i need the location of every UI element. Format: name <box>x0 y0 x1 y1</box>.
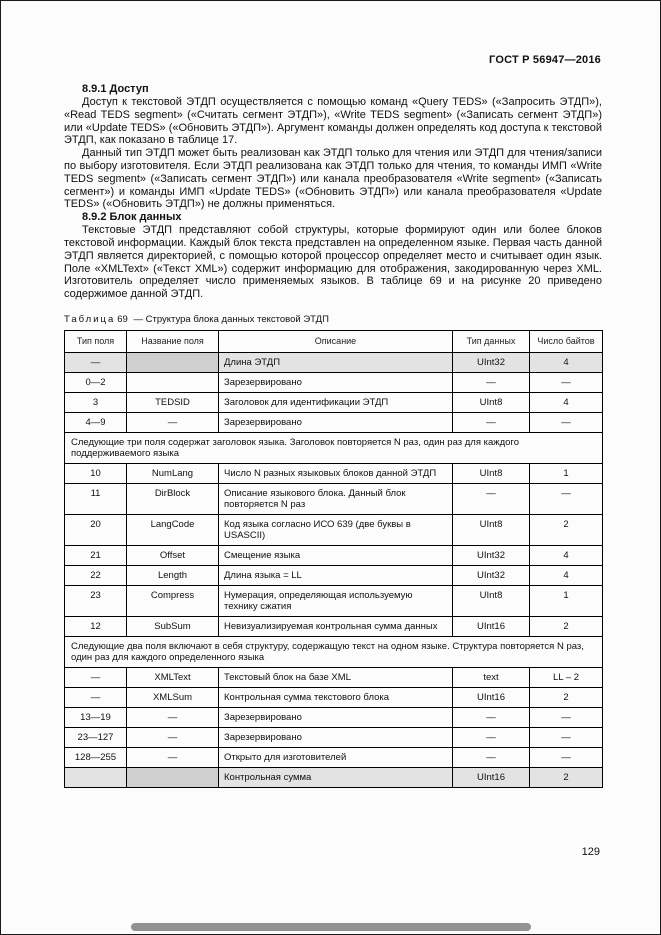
table-cell: NumLang <box>127 463 219 483</box>
table-cell: Нумерация, определяющая используемую технику сжатия <box>219 585 453 616</box>
table-cell <box>127 767 219 787</box>
page-number: 129 <box>581 846 600 858</box>
table-cell: — <box>127 747 219 767</box>
table-row <box>65 545 603 565</box>
table-cell: — <box>453 707 530 727</box>
table-cell: Зарезервировано <box>219 372 453 392</box>
table-cell: — <box>453 412 530 432</box>
table-row <box>65 687 603 707</box>
table-cell: — <box>127 707 219 727</box>
table-row <box>65 352 603 372</box>
table-cell: 22 <box>65 565 127 585</box>
table-cell: — <box>530 747 603 767</box>
table-cell: 2 <box>530 616 603 636</box>
table-cell: TEDSID <box>127 392 219 412</box>
table-cell: DirBlock <box>127 483 219 514</box>
scan-edge-artifact <box>131 923 531 931</box>
table-cell: 2 <box>530 514 603 545</box>
table-cell: Код языка согласно ИСО 639 (две буквы в USASCII) <box>219 514 453 545</box>
table-cell: Число N разных языковых блоков данной ЭТДП <box>219 463 453 483</box>
table-caption-title: — Структура блока данных текстовой ЭТДП <box>133 313 329 325</box>
table-cell: UInt32 <box>453 545 530 565</box>
table-cell: UInt8 <box>453 463 530 483</box>
column-header: Тип поля <box>65 330 127 352</box>
table-cell: 4 <box>530 392 603 412</box>
table-row <box>65 747 603 767</box>
table-row <box>65 667 603 687</box>
table-cell: — <box>65 687 127 707</box>
teds-table-body <box>65 352 603 787</box>
table-cell: Невизуализируемая контрольная сумма данных <box>219 616 453 636</box>
table-cell: 13—19 <box>65 707 127 727</box>
table-row <box>65 392 603 412</box>
table-cell: — <box>127 727 219 747</box>
table-cell: 4 <box>530 565 603 585</box>
table-cell: — <box>65 352 127 372</box>
table-cell: text <box>453 667 530 687</box>
table-row <box>65 483 603 514</box>
section-heading-access: 8.9.1 Доступ <box>82 83 149 95</box>
running-header-doc-code: ГОСТ Р 56947—2016 <box>489 54 601 66</box>
table-cell: Описание языкового блока. Данный блок повторяется N раз <box>219 483 453 514</box>
table-row <box>65 727 603 747</box>
table-cell: 128—255 <box>65 747 127 767</box>
table-cell: UInt16 <box>453 616 530 636</box>
table-cell: Смещение языка <box>219 545 453 565</box>
table-cell: — <box>530 483 603 514</box>
table-cell: UInt8 <box>453 585 530 616</box>
paragraph-data-block-1: Текстовые ЭТДП представляют собой структуры, которые формируют один или более блоков текстовой информации. Каждый блок текста представлен на определенном языке. Первая часть данной ЭТДП является директорией, с помощью которой процессор определяет место и считывает один язык. Поле «XMLText» («Текст XML») содержит информацию для отображения, закодированную через XML. Изготовитель определяет число применяемых языков. В таблице 69 и на рисунке 20 приведено содержимое данной ЭТДП. <box>64 224 602 301</box>
table-cell: XMLSum <box>127 687 219 707</box>
table-row <box>65 616 603 636</box>
table-cell: 10 <box>65 463 127 483</box>
table-cell: 23 <box>65 585 127 616</box>
table-row <box>65 565 603 585</box>
page-content <box>64 83 602 788</box>
table-cell: 0—2 <box>65 372 127 392</box>
table-caption <box>64 314 602 325</box>
table-cell: 11 <box>65 483 127 514</box>
table-row <box>65 463 603 483</box>
table-cell <box>127 372 219 392</box>
table-section-note: Следующие три поля содержат заголовок языка. Заголовок повторяется N раз, один раз для каждого поддерживаемого языка <box>65 432 603 463</box>
table-cell: — <box>530 372 603 392</box>
table-cell: 21 <box>65 545 127 565</box>
table-cell: — <box>453 372 530 392</box>
column-header: Тип данных <box>453 330 530 352</box>
table-cell: Длина ЭТДП <box>219 352 453 372</box>
table-cell: 2 <box>530 687 603 707</box>
table-cell: Открыто для изготовителей <box>219 747 453 767</box>
table-cell: Текстовый блок на базе XML <box>219 667 453 687</box>
table-cell: — <box>530 707 603 727</box>
table-cell: 20 <box>65 514 127 545</box>
table-cell: Заголовок для идентификации ЭТДП <box>219 392 453 412</box>
paragraph-access-1: Доступ к текстовой ЭТДП осуществляется с помощью команд «Query TEDS» («Запросить ЭТДП»), «Read TEDS segment» («Считать сегмент ЭТДП»), «Write TEDS segment» («Записать сегмент ЭТДП») или «Update TEDS» («Обновить ЭТДП»). Аргумент команды должен определять код доступа к текстовой ЭТДП, как показано в таблице 17. <box>64 96 602 147</box>
table-cell: 2 <box>530 767 603 787</box>
table-cell: Длина языка = LL <box>219 565 453 585</box>
table-cell: Зарезервировано <box>219 727 453 747</box>
table-section-row <box>65 432 603 463</box>
column-header: Число байтов <box>530 330 603 352</box>
table-row <box>65 412 603 432</box>
table-cell: UInt32 <box>453 565 530 585</box>
table-cell: 12 <box>65 616 127 636</box>
table-cell: — <box>453 727 530 747</box>
table-cell: UInt8 <box>453 392 530 412</box>
column-header: Название поля <box>127 330 219 352</box>
table-cell: — <box>127 412 219 432</box>
table-cell: Контрольная сумма <box>219 767 453 787</box>
table-section-row <box>65 636 603 667</box>
table-cell: Зарезервировано <box>219 707 453 727</box>
table-row <box>65 514 603 545</box>
table-cell: UInt16 <box>453 687 530 707</box>
table-cell: — <box>453 747 530 767</box>
table-cell: Offset <box>127 545 219 565</box>
table-cell: 3 <box>65 392 127 412</box>
table-row <box>65 767 603 787</box>
table-cell: 4 <box>530 545 603 565</box>
table-cell: UInt32 <box>453 352 530 372</box>
table-cell <box>65 767 127 787</box>
table-cell: LL – 2 <box>530 667 603 687</box>
paragraph-access-2: Данный тип ЭТДП может быть реализован как ЭТДП только для чтения или ЭТДП для чтения/записи по выбору изготовителя. Если ЭТДП реализована как ЭТДП только для чтения, то команды ИМП «Write TEDS segment» («Записать сегмент ЭТДП») или канала преобразователя «Write segment» («Записать сегмент») и команды ИМП «Update TEDS» («Обновить ЭТДП») или канала преобразователя «Update TEDS» («Обновить ЭТДП») не должны применяться. <box>64 147 602 211</box>
table-caption-word: Таблица <box>64 313 116 325</box>
section-heading-data-block: 8.9.2 Блок данных <box>82 211 182 224</box>
table-cell: 1 <box>530 585 603 616</box>
table-cell: SubSum <box>127 616 219 636</box>
table-cell <box>127 352 219 372</box>
table-cell: — <box>530 727 603 747</box>
table-section-note: Следующие два поля включают в себя структуру, содержащую текст на одном языке. Структура повторяется N раз, один раз для каждого определенного языка <box>65 636 603 667</box>
table-cell: Контрольная сумма текстового блока <box>219 687 453 707</box>
teds-table <box>64 330 603 788</box>
table-cell: UInt16 <box>453 767 530 787</box>
table-cell: — <box>530 412 603 432</box>
table-cell: Compress <box>127 585 219 616</box>
table-cell: Зарезервировано <box>219 412 453 432</box>
column-header: Описание <box>219 330 453 352</box>
table-cell: UInt8 <box>453 514 530 545</box>
teds-table-head-row <box>65 330 603 352</box>
table-cell: — <box>65 667 127 687</box>
table-cell: — <box>453 483 530 514</box>
table-cell: XMLText <box>127 667 219 687</box>
table-cell: 4—9 <box>65 412 127 432</box>
table-caption-number: 69 <box>117 313 128 325</box>
table-cell: 23—127 <box>65 727 127 747</box>
table-cell: 1 <box>530 463 603 483</box>
table-row <box>65 372 603 392</box>
table-row <box>65 585 603 616</box>
table-cell: LangCode <box>127 514 219 545</box>
table-cell: 4 <box>530 352 603 372</box>
table-row <box>65 707 603 727</box>
table-cell: Length <box>127 565 219 585</box>
